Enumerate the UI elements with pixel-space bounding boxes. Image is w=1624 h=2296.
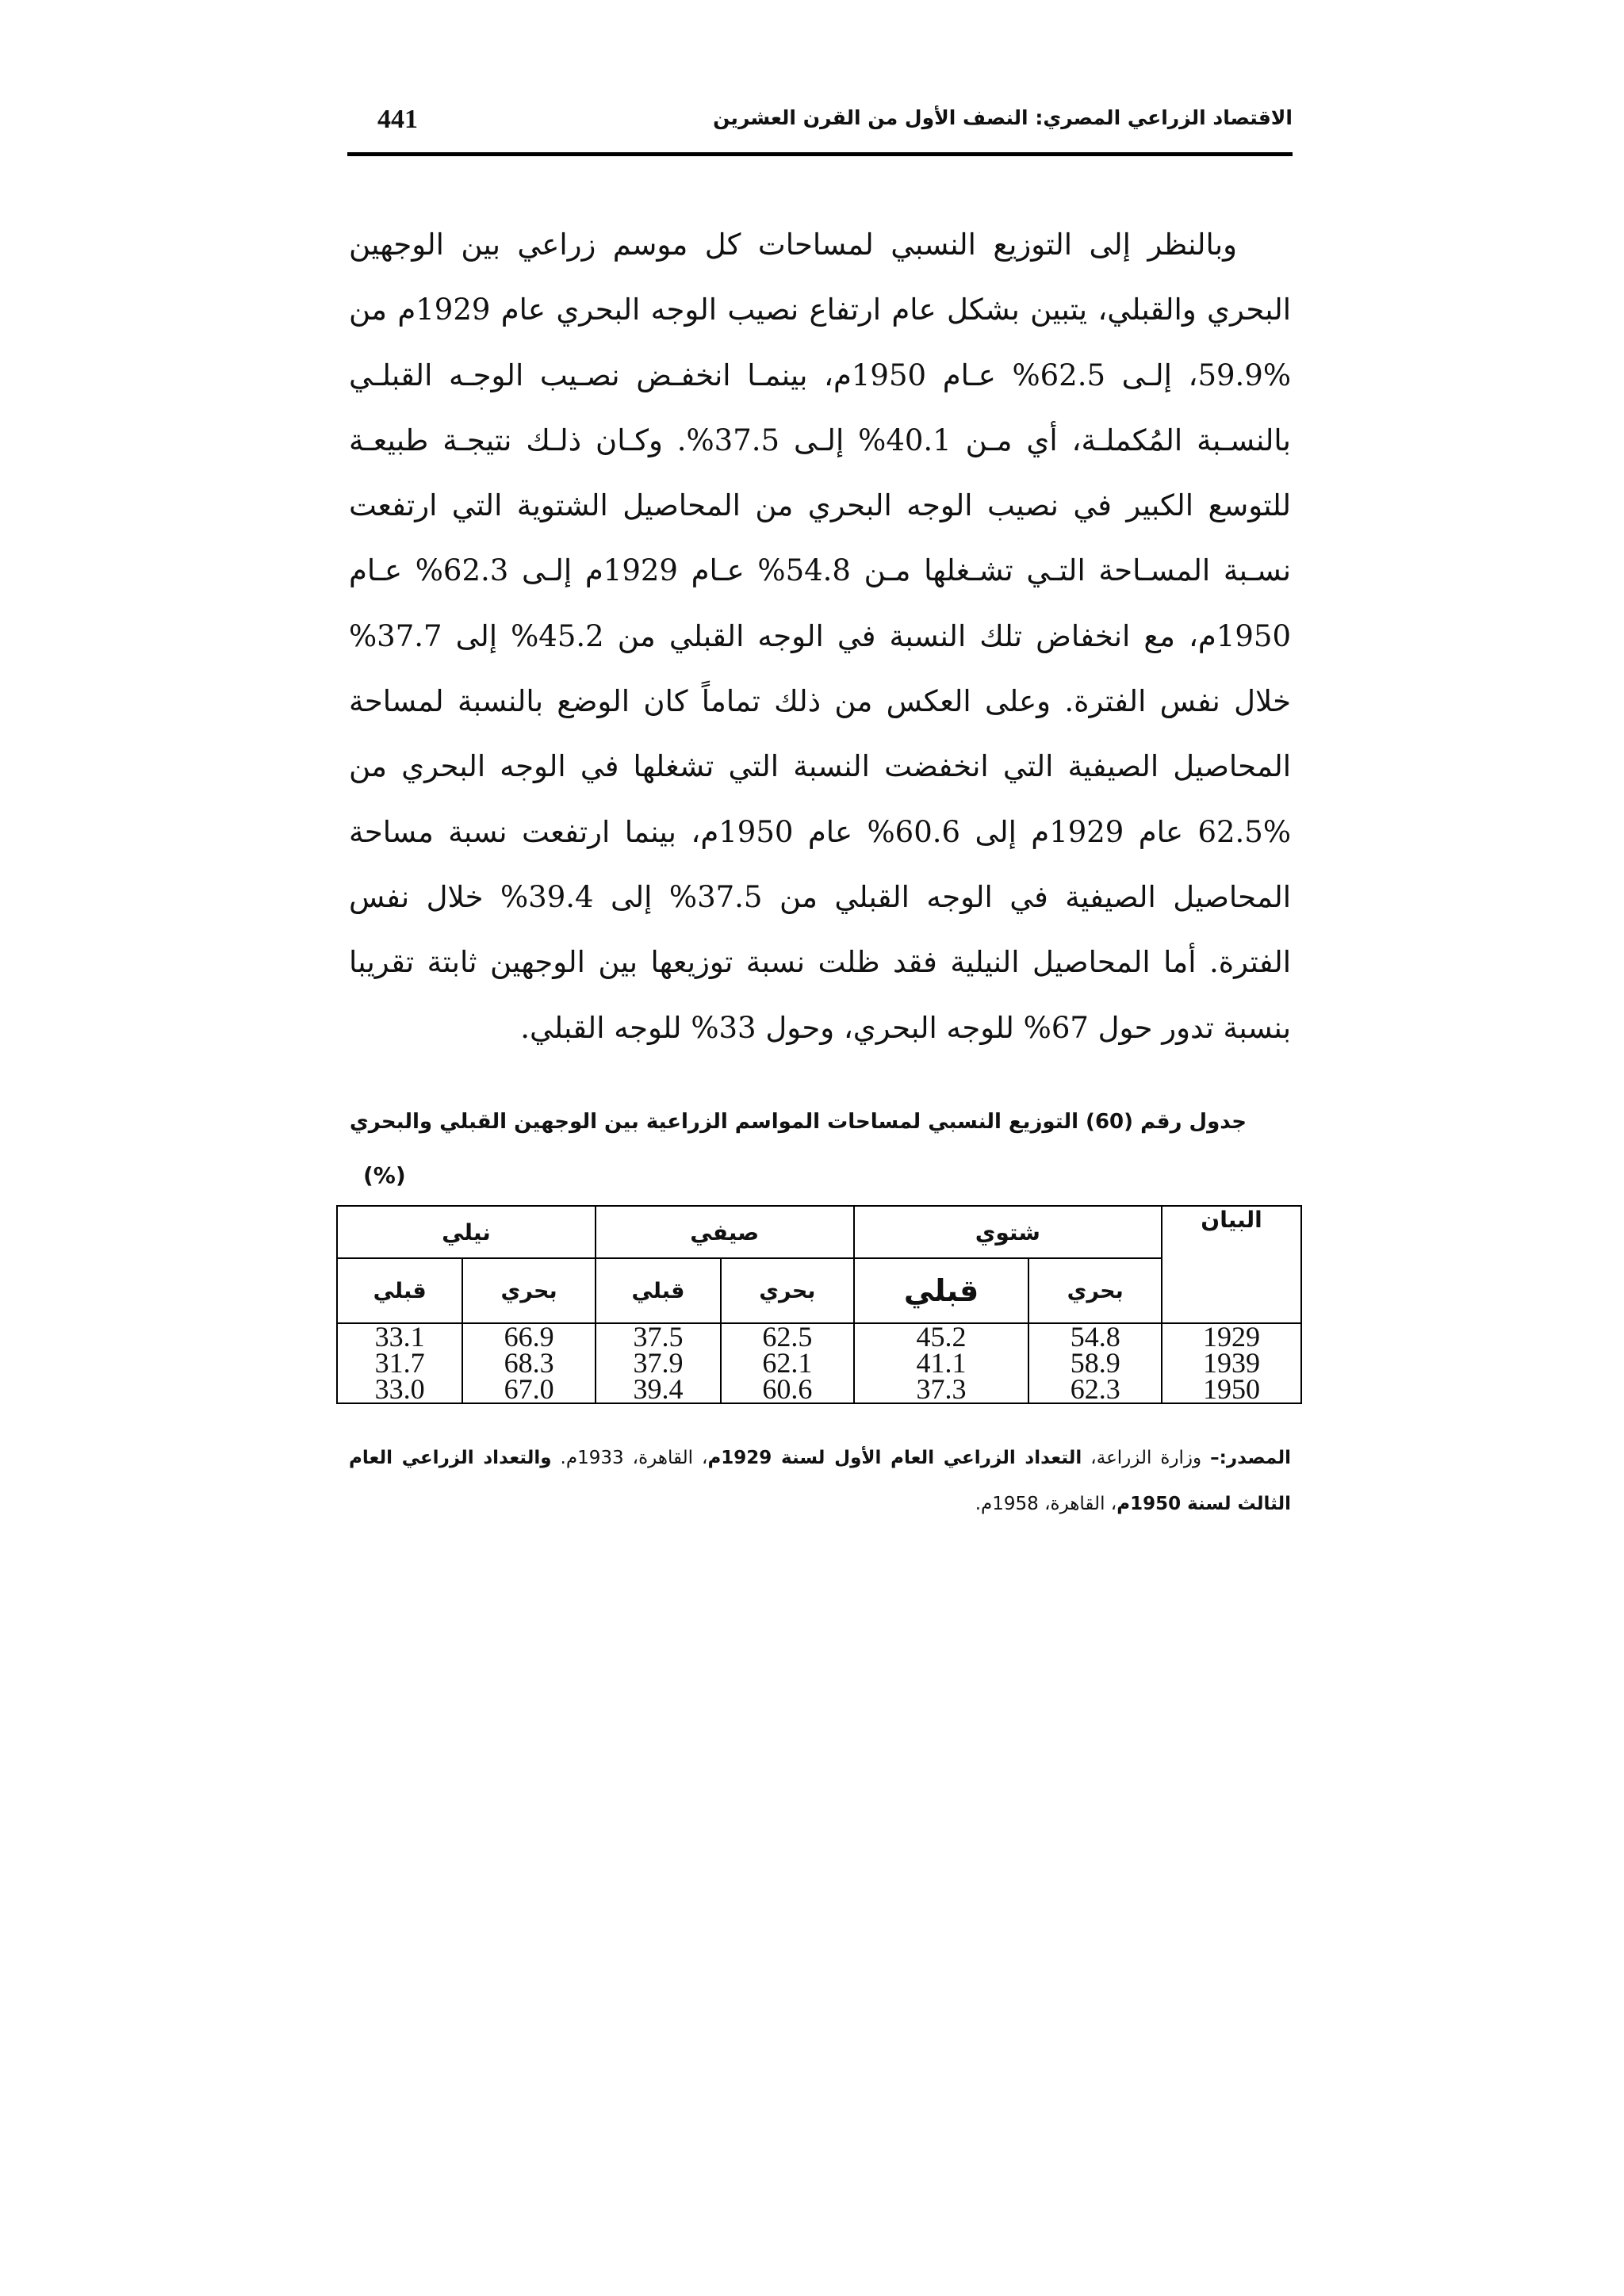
- season-header-winter: شتوي: [854, 1206, 1162, 1258]
- table-cell: 31.7: [374, 1347, 425, 1379]
- table-cell: 39.4: [633, 1373, 684, 1405]
- body-line: الفترة. أما المحاصيل النيلية فقد ظلت نسبة توزيعها بين الوجهين ثابتة تقريبا: [349, 945, 1291, 980]
- subheader-summer-qibli: قبلي: [596, 1258, 721, 1323]
- table-cell: 58.9: [1070, 1347, 1120, 1379]
- running-title: الاقتصاد الزراعي المصري: النصف الأول من القرن العشرين: [713, 106, 1293, 129]
- source-place-1: ، القاهرة، 1933م.: [551, 1448, 708, 1468]
- subheader-summer-bahri: بحري: [721, 1258, 854, 1323]
- table-cell: 33.1: [374, 1321, 425, 1353]
- body-line: 1950م، مع انخفاض تلك النسبة في الوجه القبلي من 45.2% إلى 37.7%: [349, 618, 1291, 653]
- source-census-1950-part2: الثالث لسنة 1950م: [1116, 1494, 1291, 1514]
- summer-qibli-column: [596, 1323, 721, 1403]
- page-number: 441: [377, 105, 418, 134]
- bayan-header: البيان: [1162, 1206, 1301, 1323]
- source-census-1950-part1: والتعداد الزراعي العام: [349, 1448, 552, 1468]
- body-line: بالنسـبة المُكملـة، أي مـن 40.1% إلـى 37.5%. وكـان ذلـك نتيجـة طبيعـة: [349, 423, 1291, 457]
- body-line: وبالنظر إلى التوزيع النسبي لمساحات كل موسم زراعي بين الوجهين: [349, 228, 1237, 262]
- table-cell: 62.1: [762, 1347, 813, 1379]
- page-header: [347, 103, 1293, 156]
- table-cell: 37.3: [916, 1373, 967, 1405]
- table-cell: 37.9: [633, 1347, 684, 1379]
- body-line: المحاصيل الصيفية التي انخفضت النسبة التي تشغلها في الوجه البحري من: [349, 749, 1291, 784]
- table-cell: 41.1: [916, 1347, 967, 1379]
- table-cell: 37.5: [633, 1321, 684, 1353]
- table-data-row: [337, 1323, 1301, 1403]
- table-cell: 45.2: [916, 1321, 967, 1353]
- subheader-nili-qibli: قبلي: [337, 1258, 462, 1323]
- source-ministry: وزارة الزراعة،: [1082, 1448, 1211, 1468]
- table-subheader-row: [337, 1258, 1301, 1323]
- body-line: البحري والقبلي، يتبين بشكل عام ارتفاع نصيب الوجه البحري عام 1929م من: [349, 293, 1292, 327]
- body-line: بنسبة تدور حول 67% للوجه البحري، وحول 33% للوجه القبلي.: [520, 1010, 1291, 1045]
- table-cell: 68.3: [504, 1347, 554, 1379]
- table-cell: 66.9: [504, 1321, 554, 1353]
- table-cell: 62.5: [762, 1321, 813, 1353]
- table-header-row: [337, 1206, 1301, 1258]
- summer-bahri-column: [721, 1323, 854, 1403]
- table-cell: 62.3: [1070, 1373, 1120, 1405]
- body-line: خلال نفس الفترة. وعلى العكس من ذلك تماماً كان الوضع بالنسبة لمساحة: [349, 684, 1291, 719]
- body-line: للتوسع الكبير في نصيب الوجه البحري من المحاصيل الشتوية التي ارتفعت: [349, 488, 1291, 523]
- source-label: المصدر:–: [1210, 1448, 1291, 1468]
- table-cell: 1939: [1203, 1347, 1260, 1379]
- season-header-summer: صيفي: [596, 1206, 854, 1258]
- body-line: المحاصيل الصيفية في الوجه القبلي من 37.5% إلى 39.4% خلال نفس: [349, 879, 1292, 914]
- body-line: نسـبة المسـاحة التـي تشـغلها مـن 54.8% عـام 1929م إلـى 62.3% عـام: [349, 553, 1291, 588]
- source-note: [349, 1435, 1291, 1527]
- nili-qibli-column: [337, 1323, 462, 1403]
- table-cell: 54.8: [1070, 1321, 1120, 1353]
- year-column: [1162, 1323, 1301, 1403]
- source-line: [349, 1435, 1291, 1481]
- table-cell: 60.6: [762, 1373, 813, 1405]
- table-cell: 67.0: [504, 1373, 554, 1405]
- table-caption: جدول رقم (60) التوزيع النسبي لمساحات المواسم الزراعية بين الوجهين القبلي والبحري: [349, 1110, 1247, 1134]
- body-line: 62.5% عام 1929م إلى 60.6% عام 1950م، بينما ارتفعت نسبة مساحة: [349, 814, 1291, 849]
- winter-qibli-column: [854, 1323, 1029, 1403]
- season-header-nili: نيلي: [337, 1206, 596, 1258]
- subheader-winter-qibli: قبلي: [854, 1258, 1029, 1323]
- table-unit: (%): [363, 1162, 406, 1188]
- body-line: 59.9%، إلـى 62.5% عـام 1950م، بينمـا انخفـض نصـيب الوجـه القبلـي: [349, 358, 1292, 392]
- source-place-2: ، القاهرة، 1958م.: [975, 1494, 1117, 1514]
- winter-bahri-column: [1028, 1323, 1162, 1403]
- source-census-1929: التعداد الزراعي العام الأول لسنة 1929م: [707, 1448, 1082, 1468]
- nili-bahri-column: [462, 1323, 596, 1403]
- subheader-winter-bahri: بحري: [1028, 1258, 1162, 1323]
- distribution-table: [336, 1205, 1302, 1404]
- table-cell: 33.0: [374, 1373, 425, 1405]
- body-paragraph: [349, 212, 1291, 1061]
- table-cell: 1929: [1203, 1321, 1260, 1353]
- subheader-nili-bahri: بحري: [462, 1258, 596, 1323]
- source-line: [349, 1481, 1291, 1527]
- table-cell: 1950: [1203, 1373, 1260, 1405]
